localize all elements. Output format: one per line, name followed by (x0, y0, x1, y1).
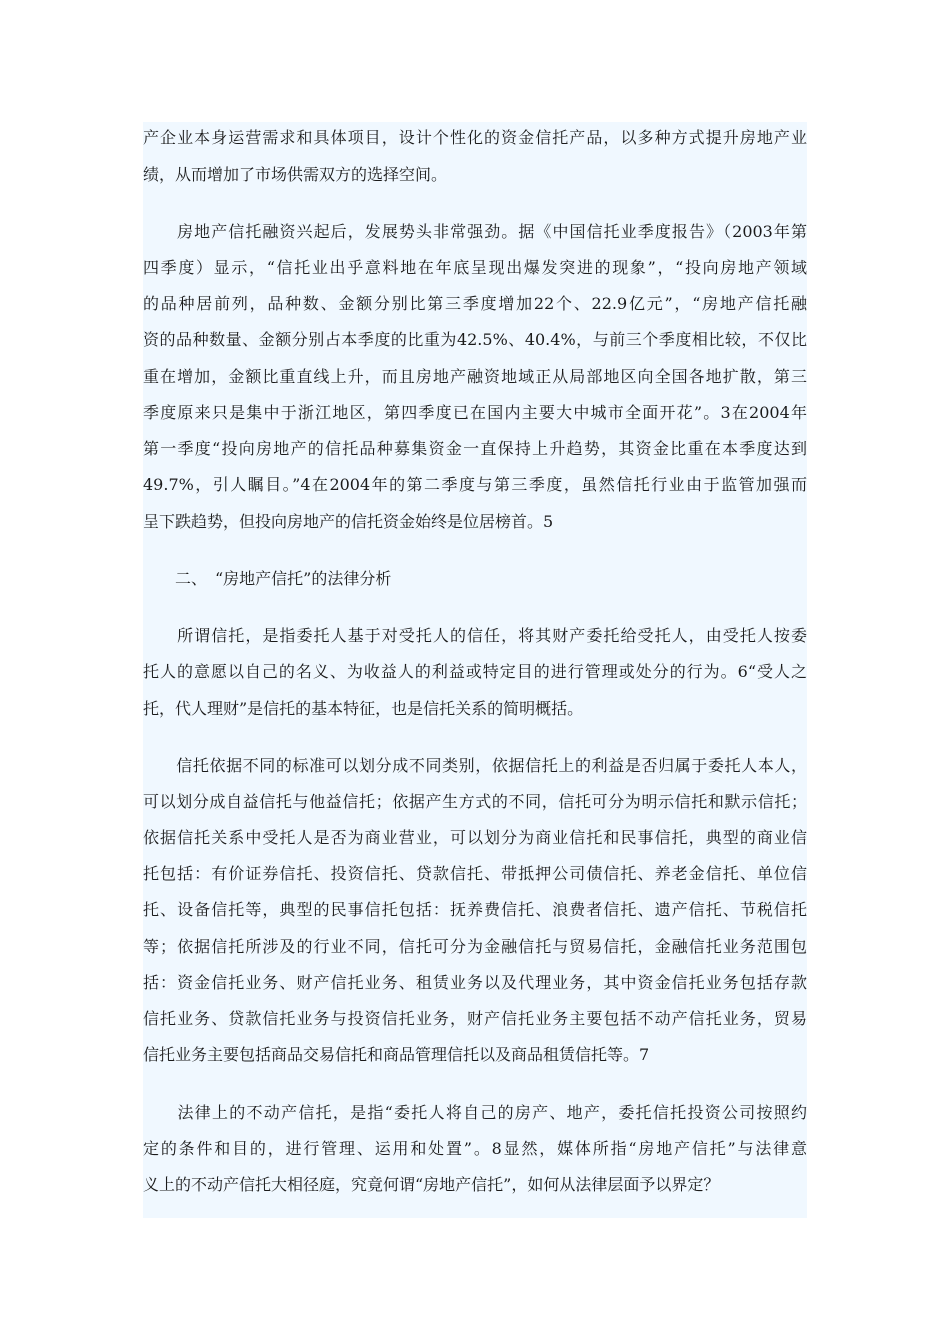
text-line: 依据信托关系中受托人是否为商业营业，可以划分为商业信托和民事信托，典型的商业信 (143, 828, 807, 847)
text-line: 等；依据信托所涉及的行业不同，信托可分为金融信托与贸易信托，金融信托业务范围包 (143, 937, 807, 956)
text-line: 49.7%，引人瞩目。”4在2004年的第二季度与第三季度，虽然信托行业由于监管加强而 (143, 475, 807, 494)
text-line: 季度原来只是集中于浙江地区，第四季度已在国内主要大中城市全面开花”。3在2004年 (143, 403, 807, 422)
text-line: 托，代人理财”是信托的基本特征，也是信托关系的简明概括。 (143, 699, 584, 718)
text-line: 信托业务主要包括商品交易信托和商品管理信托以及商品租赁信托等。7 (143, 1045, 650, 1064)
text-line: 房地产信托融资兴起后，发展势头非常强劲。据《中国信托业季度报告》（2003年第 (143, 222, 807, 241)
text-line: 二、 “房地产信托”的法律分析 (143, 569, 392, 588)
text-line: 定的条件和目的，进行管理、运用和处置”。8显然，媒体所指“房地产信托”与法律意 (143, 1139, 807, 1158)
document-text-block (143, 122, 807, 1218)
text-line: 托包括：有价证券信托、投资信托、贷款信托、带抵押公司债信托、养老金信托、单位信 (143, 864, 807, 883)
text-line: 呈下跌趋势，但投向房地产的信托资金始终是位居榜首。5 (143, 512, 554, 531)
text-line: 的品种居前列，品种数、金额分别比第三季度增加22个、22.9亿元”，“房地产信托融 (143, 294, 807, 313)
text-line: 产企业本身运营需求和具体项目，设计个性化的资金信托产品，以多种方式提升房地产业 (143, 128, 807, 147)
text-line: 绩，从而增加了市场供需双方的选择空间。 (143, 165, 448, 184)
text-line: 第一季度“投向房地产的信托品种募集资金一直保持上升趋势，其资金比重在本季度达到 (143, 439, 807, 458)
text-line: 托、设备信托等，典型的民事信托包括：抚养费信托、浪费者信托、遗产信托、节税信托 (143, 900, 807, 919)
text-line: 四季度）显示，“信托业出乎意料地在年底呈现出爆发突进的现象”，“投向房地产领域 (143, 258, 807, 277)
text-line: 括：资金信托业务、财产信托业务、租赁业务以及代理业务，其中资金信托业务包括存款 (143, 973, 807, 992)
text-line: 资的品种数量、金额分别占本季度的比重为42.5%、40.4%，与前三个季度相比较，不仅比 (143, 330, 807, 349)
text-line: 可以划分成自益信托与他益信托；依据产生方式的不同，信托可分为明示信托和默示信托； (143, 792, 807, 811)
text-line: 重在增加，金额比重直线上升，而且房地产融资地域正从局部地区向全国各地扩散，第三 (143, 367, 807, 386)
text-line: 法律上的不动产信托，是指“委托人将自己的房产、地产，委托信托投资公司按照约 (143, 1103, 807, 1122)
text-line: 信托依据不同的标准可以划分成不同类别，依据信托上的利益是否归属于委托人本人， (143, 756, 807, 775)
text-line: 义上的不动产信托大相径庭，究竟何谓“房地产信托”，如何从法律层面予以界定？ (143, 1175, 720, 1194)
text-line: 信托业务、贷款信托业务与投资信托业务，财产信托业务主要包括不动产信托业务，贸易 (143, 1009, 807, 1028)
text-line: 所谓信托，是指委托人基于对受托人的信任，将其财产委托给受托人，由受托人按委 (143, 626, 807, 645)
text-line: 托人的意愿以自己的名义、为收益人的利益或特定目的进行管理或处分的行为。6“受人之 (143, 662, 807, 681)
